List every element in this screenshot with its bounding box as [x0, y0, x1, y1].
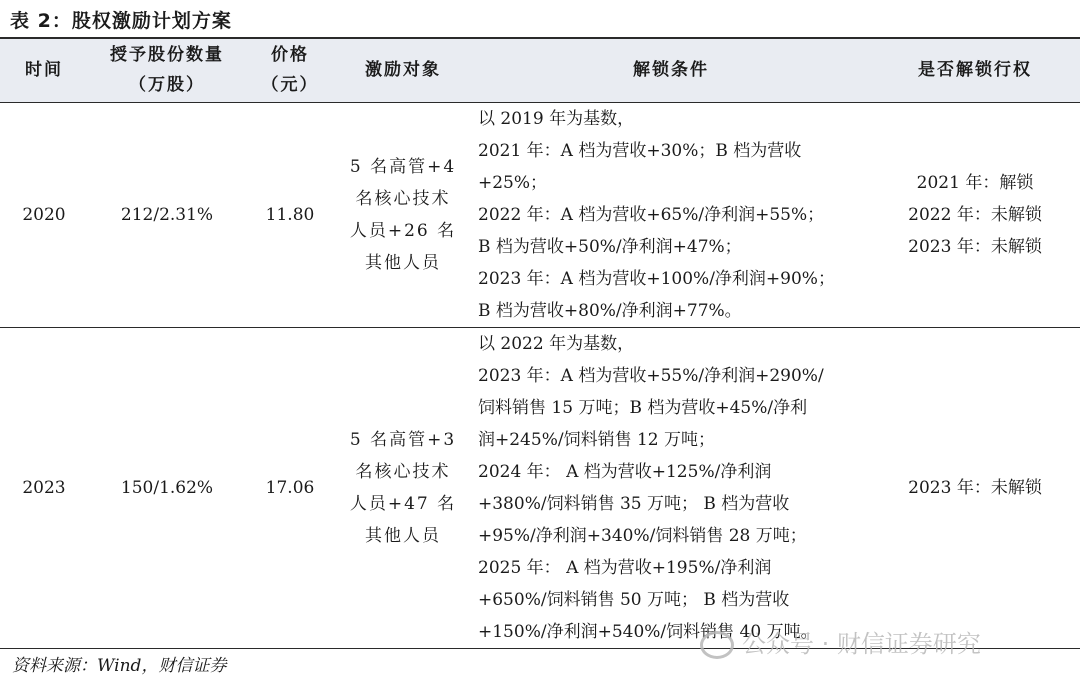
condition-line: 2021 年：A 档为营收+30%；B 档为营收	[478, 140, 802, 161]
watermark-text: 公众号 · 财信证券研究	[742, 630, 981, 658]
unlock-line: 2022 年：未解锁	[908, 204, 1042, 225]
header-shares-line2: （万股）	[129, 75, 205, 96]
condition-line: +150%/净利润+540%/饲料销售 40 万吨。	[478, 621, 818, 642]
header-price	[246, 38, 334, 102]
condition-line: 以 2022 年为基数，	[478, 333, 635, 354]
condition-line: 润+245%/饲料销售 12 万吨；	[478, 429, 716, 450]
cell-year: 2023	[0, 327, 88, 648]
unlock-line: 2023 年：未解锁	[908, 236, 1042, 257]
cell-target	[334, 102, 472, 327]
target-line: 名核心技术	[355, 188, 451, 209]
cell-target	[334, 327, 472, 648]
cell-condition	[472, 327, 870, 648]
condition-line: B 档为营收+50%/净利润+47%；	[478, 236, 742, 257]
condition-line: 饲料销售 15 万吨；B 档为营收+45%/净利	[478, 397, 808, 418]
target-line: 其他人员	[365, 525, 441, 546]
condition-line: 2024 年： A 档为营收+125%/净利润	[478, 461, 772, 482]
condition-line: 2022 年：A 档为营收+65%/净利润+55%；	[478, 204, 825, 225]
header-shares-line1: 授予股份数量	[110, 45, 224, 66]
cell-price: 11.80	[246, 102, 334, 327]
wechat-icon	[700, 631, 734, 659]
target-line: 人员+47 名	[349, 493, 457, 514]
target-line: 5 名高管+4	[349, 156, 457, 177]
condition-line: 2023 年：A 档为营收+55%/净利润+290%/	[478, 365, 824, 386]
cell-unlocked	[870, 102, 1080, 327]
cell-year: 2020	[0, 102, 88, 327]
condition-line: +25%；	[478, 172, 548, 193]
table-header-row	[0, 38, 1080, 102]
condition-line: 2025 年： A 档为营收+195%/净利润	[478, 557, 772, 578]
table-row	[0, 102, 1080, 327]
condition-line: 以 2019 年为基数，	[478, 108, 635, 129]
unlock-line: 2023 年：未解锁	[908, 477, 1042, 498]
incentive-plan-table	[0, 37, 1080, 649]
watermark	[700, 624, 981, 659]
header-condition: 解锁条件	[472, 38, 870, 102]
cell-shares: 212/2.31%	[88, 102, 246, 327]
header-price-line1: 价格	[271, 45, 309, 66]
condition-line: B 档为营收+80%/净利润+77%。	[478, 300, 742, 321]
cell-shares: 150/1.62%	[88, 327, 246, 648]
condition-line: +95%/净利润+340%/饲料销售 28 万吨；	[478, 525, 807, 546]
target-line: 5 名高管+3	[349, 429, 457, 450]
source-note: 资料来源：Wind，财信证券	[12, 656, 227, 676]
target-line: 人员+26 名	[349, 220, 457, 241]
header-year: 时间	[0, 38, 88, 102]
header-target: 激励对象	[334, 38, 472, 102]
table-row	[0, 327, 1080, 648]
header-shares	[88, 38, 246, 102]
target-line: 名核心技术	[355, 461, 451, 482]
table-title: 表 2：股权激励计划方案	[10, 10, 232, 32]
condition-line: 2023 年：A 档为营收+100%/净利润+90%；	[478, 268, 835, 289]
cell-price: 17.06	[246, 327, 334, 648]
header-unlocked: 是否解锁行权	[870, 38, 1080, 102]
cell-condition	[472, 102, 870, 327]
condition-line: +380%/饲料销售 35 万吨； B 档为营收	[478, 493, 790, 514]
condition-line: +650%/饲料销售 50 万吨； B 档为营收	[478, 589, 790, 610]
unlock-line: 2021 年：解锁	[916, 172, 1034, 193]
target-line: 其他人员	[365, 252, 441, 273]
cell-unlocked	[870, 327, 1080, 648]
header-price-line2: （元）	[261, 75, 319, 96]
